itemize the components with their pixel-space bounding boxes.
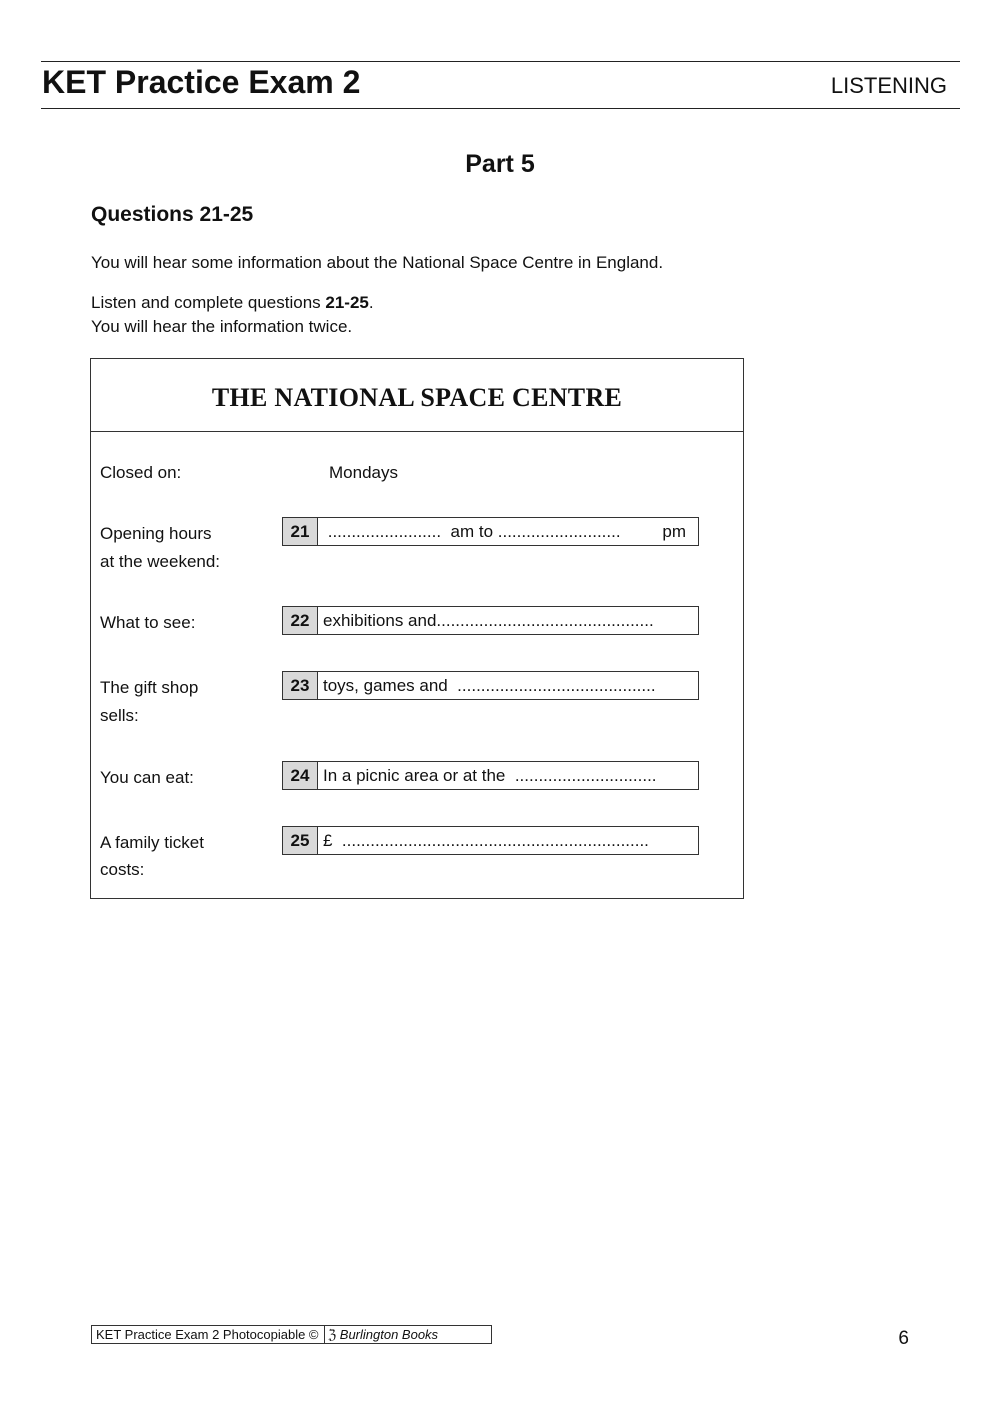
part-title: Part 5 [465, 150, 535, 178]
notes-form [90, 358, 744, 899]
q21-answer-text[interactable] [318, 518, 698, 545]
instruction-listen-suffix: . [368, 293, 374, 312]
publisher-logo-icon: ℨ [328, 1327, 337, 1342]
instruction-intro: You will hear some information about the National Space Centre in England. [91, 253, 664, 272]
publisher-logo [324, 1326, 438, 1343]
q22-answer-text[interactable] [318, 607, 698, 634]
q24-number: 24 [283, 762, 318, 789]
q21-answer-left: ........................ am to .......................... [323, 522, 621, 541]
instruction-listen-range: 21-25 [325, 293, 369, 312]
header-bottom-rule [41, 108, 960, 109]
q23-label-line2: sells: [100, 706, 139, 725]
section-label: LISTENING [830, 73, 947, 98]
q22-number: 22 [283, 607, 318, 634]
instruction-twice: You will hear the information twice. [91, 317, 353, 336]
questions-heading: Questions 21-25 [91, 203, 254, 226]
q25-label-line1: A family ticket [100, 833, 204, 852]
form-title-row [91, 359, 743, 432]
q24-answer-box[interactable] [282, 761, 699, 790]
q21-label-line1: Opening hours [100, 524, 212, 543]
q24-label-line1: You can eat: [100, 768, 194, 787]
q24-answer-left: In a picnic area or at the .............................. [323, 766, 657, 785]
q21-label-line2: at the weekend: [100, 552, 221, 571]
footer-text: KET Practice Exam 2 Photocopiable © [96, 1327, 319, 1342]
exam-title: KET Practice Exam 2 [42, 64, 361, 100]
q23-answer-left: toys, games and .......................................... [323, 676, 656, 695]
q25-answer-left: £ ................................................................. [323, 831, 649, 850]
publisher-name: Burlington Books [339, 1327, 439, 1342]
closed-value: Mondays [329, 463, 398, 482]
q21-answer-box[interactable] [282, 517, 699, 546]
closed-label: Closed on: [100, 463, 182, 482]
q21-answer-right: pm [662, 522, 686, 541]
footer-credit [91, 1325, 492, 1344]
q23-answer-box[interactable] [282, 671, 699, 700]
q22-answer-box[interactable] [282, 606, 699, 635]
q25-answer-text[interactable] [318, 827, 698, 854]
form-title: THE NATIONAL SPACE CENTRE [211, 383, 623, 412]
page-number: 6 [898, 1328, 909, 1349]
q25-label-line2: costs: [100, 860, 145, 879]
q21-number: 21 [283, 518, 318, 545]
q22-label-line1: What to see: [100, 613, 196, 632]
q23-label-line1: The gift shop [100, 678, 199, 697]
q24-answer-text[interactable] [318, 762, 698, 789]
instruction-listen [91, 291, 374, 315]
q23-answer-text[interactable] [318, 672, 698, 699]
q25-number: 25 [283, 827, 318, 854]
q22-answer-left: exhibitions and.............................................. [323, 611, 654, 630]
q25-answer-box[interactable] [282, 826, 699, 855]
instruction-listen-prefix: Listen and complete questions [91, 293, 326, 312]
q23-number: 23 [283, 672, 318, 699]
